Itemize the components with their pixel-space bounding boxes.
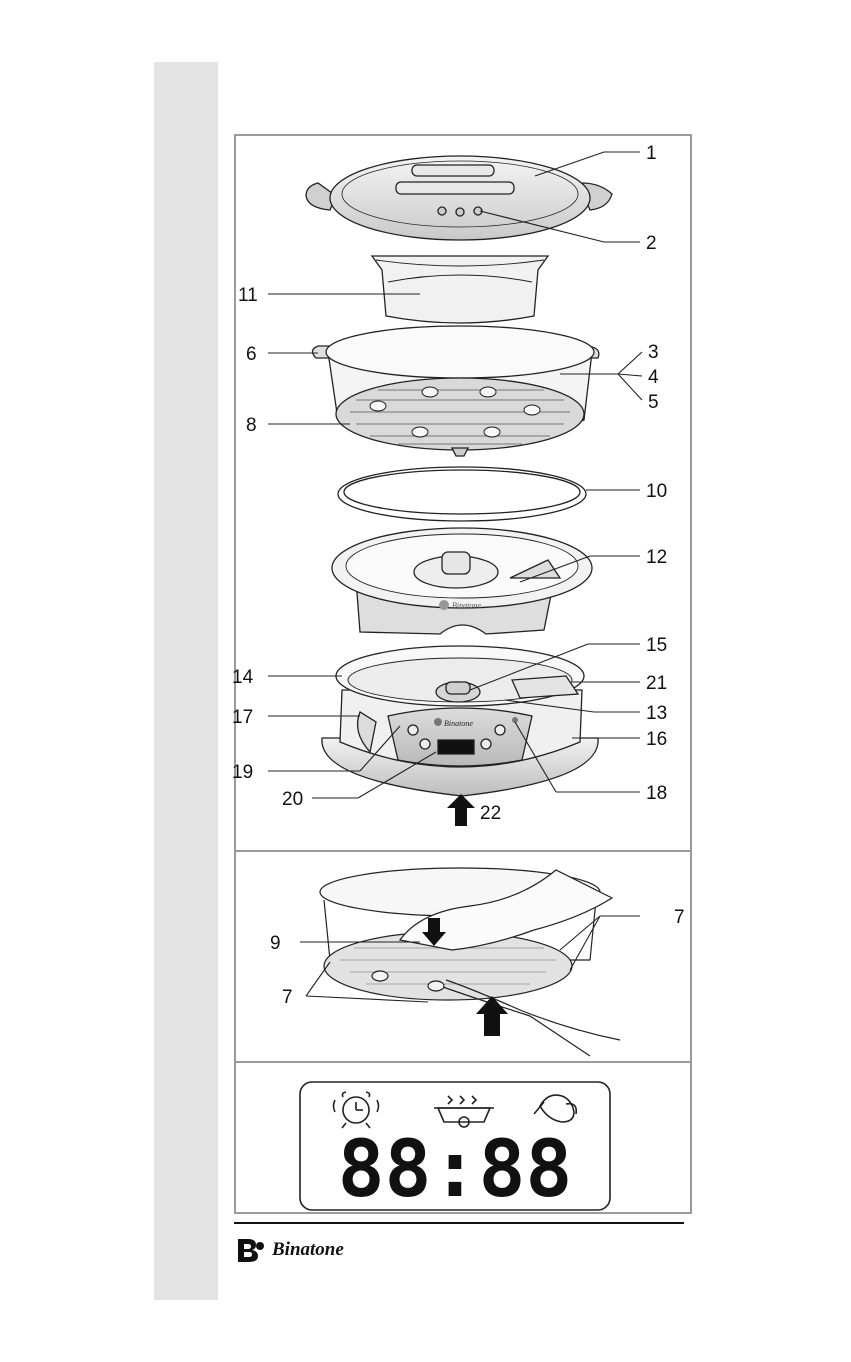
label-13: 13 xyxy=(646,703,668,724)
label-20: 20 xyxy=(282,789,304,810)
footer-brand xyxy=(234,1236,344,1264)
footer-rule xyxy=(234,1222,684,1224)
label-12: 12 xyxy=(646,547,668,568)
steaming-bowl xyxy=(312,326,598,456)
label-7a: 7 xyxy=(674,907,685,928)
brand-name: Binatone xyxy=(272,1239,344,1260)
drip-tray xyxy=(332,528,592,634)
label-7b: 7 xyxy=(282,987,293,1008)
label-1: 1 xyxy=(646,143,657,164)
lid xyxy=(306,156,612,240)
label-18: 18 xyxy=(646,783,668,804)
label-21: 21 xyxy=(646,673,668,694)
label-5: 5 xyxy=(648,392,659,413)
panel-brand: Binatone xyxy=(444,719,473,728)
label-19: 19 xyxy=(232,762,254,783)
label-10: 10 xyxy=(646,481,668,502)
vent-hole-icon xyxy=(438,207,446,215)
mini-display xyxy=(438,740,474,754)
vent-hole-icon xyxy=(456,208,464,216)
rice-bowl xyxy=(372,256,548,323)
label-22: 22 xyxy=(480,803,502,824)
label-14: 14 xyxy=(232,667,254,688)
tray-brand: Binatone xyxy=(452,601,481,610)
arrow-up-icon xyxy=(447,794,475,826)
lcd-digits: 88:88 xyxy=(337,1125,573,1215)
base-unit xyxy=(322,646,598,796)
control-panel xyxy=(388,708,532,766)
arrow-up-icon xyxy=(476,996,508,1036)
power-button-icon xyxy=(481,739,491,749)
plus-button-icon xyxy=(408,725,418,735)
label-9: 9 xyxy=(270,933,281,954)
binatone-logo-icon xyxy=(234,1237,266,1263)
label-17: 17 xyxy=(232,707,254,728)
label-2: 2 xyxy=(646,233,657,254)
lcd-display xyxy=(300,1082,610,1215)
label-16: 16 xyxy=(646,729,668,750)
label-3: 3 xyxy=(648,342,659,363)
label-6: 6 xyxy=(246,344,257,365)
label-4: 4 xyxy=(648,367,659,388)
label-15: 15 xyxy=(646,635,668,656)
drip-ring xyxy=(338,467,586,521)
stop-button-icon xyxy=(495,725,505,735)
minus-button-icon xyxy=(420,739,430,749)
label-8: 8 xyxy=(246,415,257,436)
label-11: 11 xyxy=(238,285,258,306)
